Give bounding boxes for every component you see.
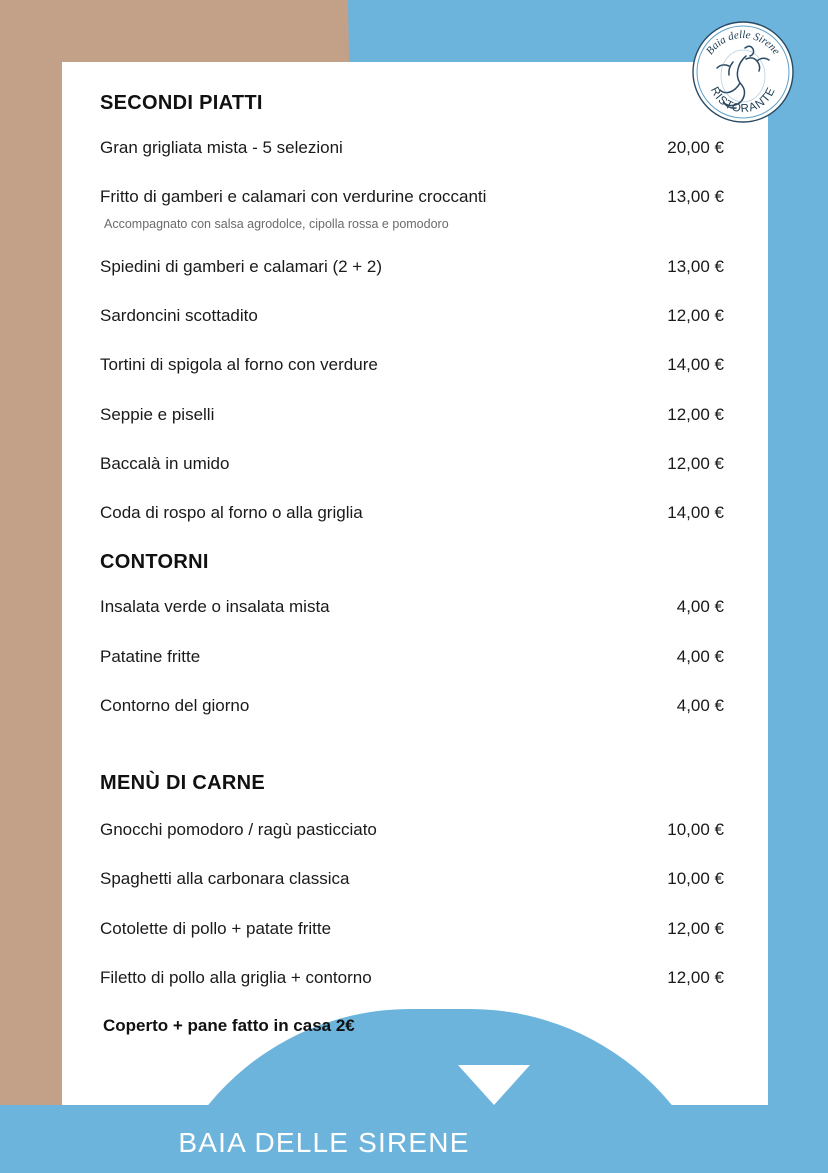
item-name: Baccalà in umido bbox=[100, 453, 230, 473]
item-price: 13,00 € bbox=[667, 187, 724, 207]
item-price: 12,00 € bbox=[667, 967, 724, 987]
menu-item bbox=[100, 695, 724, 716]
menu-item bbox=[100, 967, 724, 988]
item-price: 14,00 € bbox=[667, 355, 724, 375]
item-name: Spaghetti alla carbonara classica bbox=[100, 869, 350, 889]
item-name: Insalata verde o insalata mista bbox=[100, 597, 330, 617]
menu-item bbox=[100, 404, 724, 425]
item-name: Cotolette di pollo + patate fritte bbox=[100, 918, 332, 938]
section-heading-contorni: CONTORNI bbox=[100, 551, 209, 574]
menu-item bbox=[100, 646, 724, 667]
menu-item bbox=[100, 596, 724, 617]
item-name: Gnocchi pomodoro / ragù pasticciato bbox=[100, 820, 377, 839]
menu-item bbox=[100, 354, 724, 375]
item-price: 10,00 € bbox=[667, 869, 724, 889]
item-price: 12,00 € bbox=[667, 306, 724, 325]
item-name: Patatine fritte bbox=[100, 646, 201, 666]
menu-item bbox=[100, 305, 724, 326]
logo-script-text: Baia delle Sirene bbox=[703, 28, 783, 58]
footer-brand-title: BAIA DELLE SIRENE bbox=[178, 1127, 470, 1158]
menu-item bbox=[100, 137, 724, 158]
item-name: Contorno del giorno bbox=[100, 695, 250, 715]
item-price: 14,00 € bbox=[667, 503, 724, 522]
item-price: 12,00 € bbox=[667, 404, 724, 424]
item-description: Accompagnato con salsa agrodolce, cipolla rossa e pomodoro bbox=[104, 216, 449, 231]
item-name: Coda di rospo al forno o alla griglia bbox=[100, 503, 363, 522]
menu-item bbox=[100, 186, 724, 207]
menu-item bbox=[100, 868, 724, 889]
menu-item bbox=[100, 256, 724, 277]
logo-bottom-text: RISTORANTE bbox=[707, 85, 779, 116]
item-price: 12,00 € bbox=[667, 453, 724, 473]
item-name: Sardoncini scottadito bbox=[100, 306, 258, 325]
item-name: Spiedini di gamberi e calamari (2 + 2) bbox=[100, 256, 383, 276]
section-heading-carne: MENÙ DI CARNE bbox=[100, 772, 266, 794]
item-name: Filetto di pollo alla griglia + contorno bbox=[100, 967, 372, 987]
item-name: Tortini di spigola al forno con verdure bbox=[100, 355, 378, 375]
menu-item bbox=[100, 502, 724, 523]
menu-item bbox=[100, 918, 724, 939]
item-name: Fritto di gamberi e calamari con verdurine croccanti bbox=[100, 187, 487, 207]
section-heading-secondi: SECONDI PIATTI bbox=[100, 92, 263, 114]
item-price: 12,00 € bbox=[667, 918, 724, 938]
cover-charge-note: Coperto + pane fatto in casa 2€ bbox=[103, 1016, 355, 1035]
item-price: 4,00 € bbox=[676, 695, 724, 715]
item-price: 4,00 € bbox=[676, 646, 724, 666]
item-price: 20,00 € bbox=[667, 138, 724, 157]
menu-content bbox=[100, 92, 724, 1036]
item-price: 13,00 € bbox=[667, 256, 724, 276]
item-price: 4,00 € bbox=[676, 597, 724, 617]
item-name: Gran grigliata mista - 5 selezioni bbox=[100, 138, 343, 157]
menu-item bbox=[100, 453, 724, 474]
item-name: Seppie e piselli bbox=[100, 404, 215, 424]
item-price: 10,00 € bbox=[667, 820, 724, 839]
menu-item bbox=[100, 819, 724, 840]
